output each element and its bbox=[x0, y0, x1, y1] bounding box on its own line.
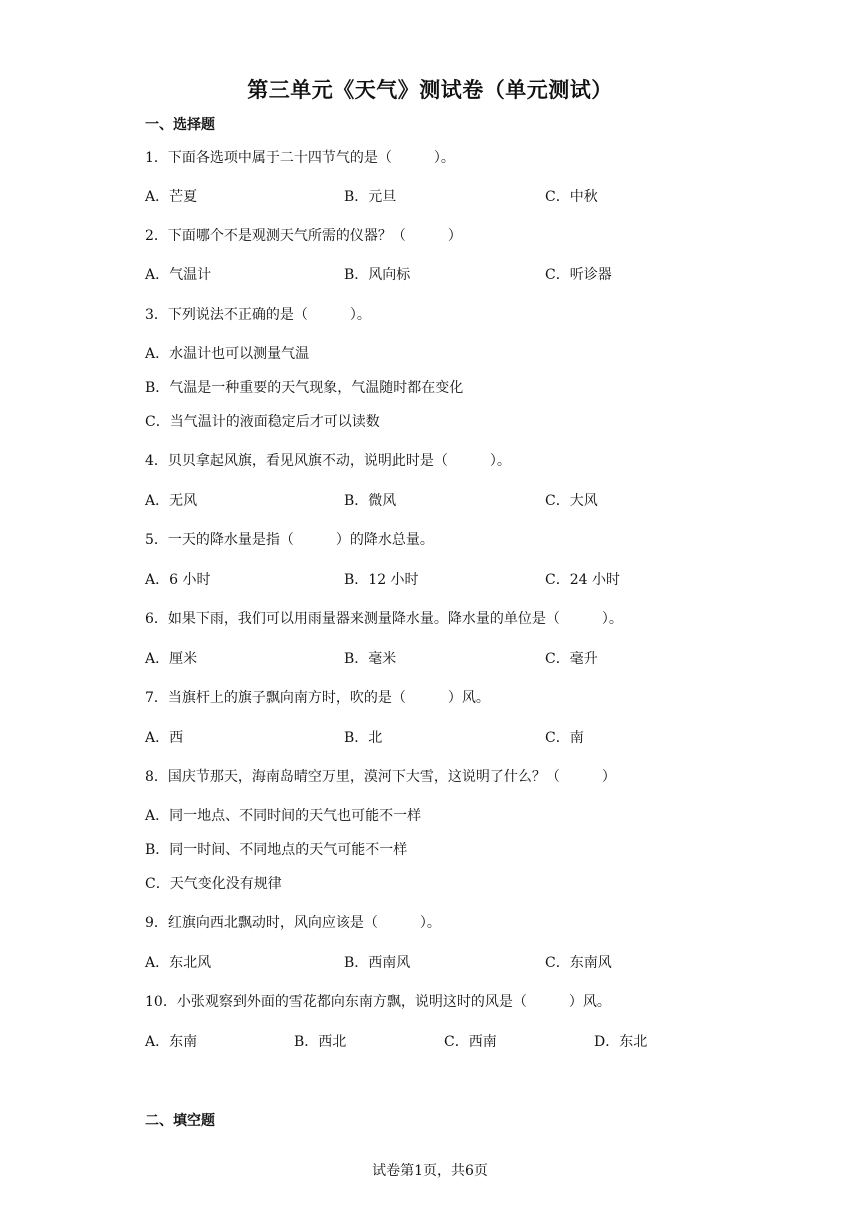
section-heading-choice: 一、选择题 bbox=[145, 117, 215, 133]
page-footer: 试卷第1页，共6页 bbox=[372, 1163, 488, 1179]
option-4c: C．大风 bbox=[545, 493, 598, 509]
question-2: 2．下面哪个不是观测天气所需的仪器？（ ） bbox=[145, 228, 462, 244]
option-8b: B．同一时间、不同地点的天气可能不一样 bbox=[145, 842, 408, 858]
option-4b: B．微风 bbox=[344, 493, 397, 509]
option-10c: C．西南 bbox=[444, 1034, 497, 1050]
question-3: 3．下列说法不正确的是（ ）。 bbox=[145, 307, 371, 323]
option-10a: A．东南 bbox=[145, 1034, 198, 1050]
option-2a: A．气温计 bbox=[145, 267, 212, 283]
question-9: 9．红旗向西北飘动时，风向应该是（ ）。 bbox=[145, 915, 441, 931]
option-6b: B．毫米 bbox=[344, 651, 397, 667]
option-9a: A．东北风 bbox=[145, 955, 212, 971]
option-6a: A．厘米 bbox=[145, 651, 198, 667]
option-5b: B．12 小时 bbox=[344, 572, 419, 588]
option-3a: A．水温计也可以测量气温 bbox=[145, 346, 310, 362]
question-5: 5．一天的降水量是指（ ）的降水总量。 bbox=[145, 532, 434, 548]
option-8c: C．天气变化没有规律 bbox=[145, 876, 282, 892]
option-10b: B．西北 bbox=[294, 1034, 347, 1050]
option-2b: B．风向标 bbox=[344, 267, 411, 283]
option-9c: C．东南风 bbox=[545, 955, 612, 971]
option-8a: A．同一地点、不同时间的天气也可能不一样 bbox=[145, 808, 422, 824]
question-8: 8．国庆节那天，海南岛晴空万里，漠河下大雪，这说明了什么？（ ） bbox=[145, 769, 616, 785]
option-2c: C．听诊器 bbox=[545, 267, 612, 283]
option-3c: C．当气温计的液面稳定后才可以读数 bbox=[145, 414, 380, 430]
option-9b: B．西南风 bbox=[344, 955, 411, 971]
option-1b: B．元旦 bbox=[344, 189, 397, 205]
option-1a: A．芒夏 bbox=[145, 189, 198, 205]
question-6: 6．如果下雨，我们可以用雨量器来测量降水量。降水量的单位是（ ）。 bbox=[145, 611, 623, 627]
option-7b: B．北 bbox=[344, 730, 383, 746]
option-3b: B．气温是一种重要的天气现象，气温随时都在变化 bbox=[145, 380, 464, 396]
question-10: 10．小张观察到外面的雪花都向东南方飘，说明这时的风是（ ）风。 bbox=[145, 994, 611, 1010]
option-6c: C．毫升 bbox=[545, 651, 598, 667]
option-1c: C．中秋 bbox=[545, 189, 598, 205]
option-7c: C．南 bbox=[545, 730, 584, 746]
option-5c: C．24 小时 bbox=[545, 572, 620, 588]
option-4a: A．无风 bbox=[145, 493, 198, 509]
question-7: 7．当旗杆上的旗子飘向南方时，吹的是（ ）风。 bbox=[145, 690, 490, 706]
section-heading-fill-blank: 二、填空题 bbox=[145, 1113, 215, 1129]
option-5a: A．6 小时 bbox=[145, 572, 211, 588]
question-1: 1．下面各选项中属于二十四节气的是（ ）。 bbox=[145, 150, 455, 166]
page-title: 第三单元《天气》测试卷（单元测试） bbox=[247, 78, 613, 102]
question-4: 4．贝贝拿起风旗，看见风旗不动，说明此时是（ ）。 bbox=[145, 453, 511, 469]
option-7a: A．西 bbox=[145, 730, 184, 746]
option-10d: D．东北 bbox=[594, 1034, 648, 1050]
